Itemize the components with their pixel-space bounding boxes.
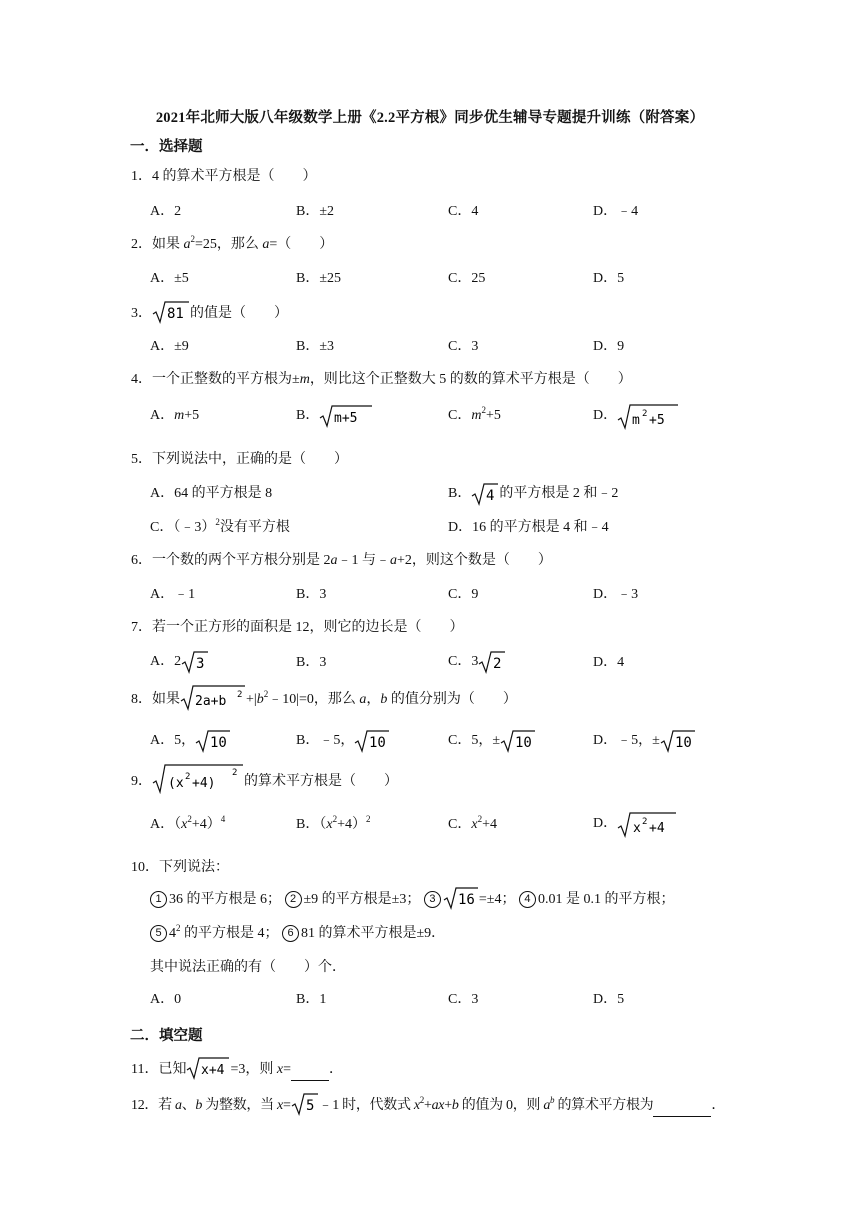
svg-text:16: 16: [457, 892, 475, 908]
q2-option-b: B．±25: [296, 271, 342, 286]
q2-option-a: A．±5: [150, 271, 189, 286]
q10-option-c: C．3: [448, 992, 479, 1007]
svg-text:2: 2: [493, 656, 502, 672]
svg-text:x: x: [633, 821, 641, 836]
q7-option-d: D．4: [593, 655, 625, 670]
question-1: 1．4 的算术平方根是（ ）: [131, 169, 317, 184]
q5-option-c: C．（﹣3）$^2$没有平方根: [150, 517, 290, 535]
svg-text:10: 10: [515, 735, 532, 751]
q3-option-b: B．±3: [296, 339, 335, 354]
radical-sign: [471, 482, 499, 506]
radical-sign: [354, 729, 390, 753]
question-6: 6．一个数的两个平方根分别是 2a﹣1 与﹣a+2，则这个数是（ ）: [131, 553, 552, 568]
svg-text:5: 5: [305, 1098, 314, 1114]
q6-option-d: D．﹣3: [593, 587, 639, 602]
radical-sign: [195, 729, 231, 753]
q3-option-a: A．±9: [150, 339, 189, 354]
question-8: 8．如果 2a+b 2 $+|b^2﹣10|=0$，那么 a，b 的值分别为（ ）: [131, 686, 517, 714]
svg-text:+4: +4: [649, 821, 665, 836]
radical-sign: [617, 402, 679, 430]
section-fill-in: 二．填空题: [130, 1028, 203, 1044]
svg-text:10: 10: [674, 735, 692, 751]
question-7: 7．若一个正方形的面积是 12，则它的边长是（ ）: [131, 620, 464, 635]
svg-text:10: 10: [369, 735, 387, 751]
svg-text:3: 3: [196, 656, 205, 672]
question-12: 12．若 a、b 为整数，当 x= 5 ﹣1 时，代数式 $x^2+ax+b$ 的值为 0，则 $a^b$ 的算术平方根为 ．: [131, 1094, 725, 1118]
q6-option-c: C．9: [448, 587, 479, 602]
radical-sign: [500, 729, 536, 753]
svg-text:4: 4: [486, 488, 495, 504]
circled-number: 4: [519, 891, 536, 908]
svg-text:m+5: m+5: [334, 411, 358, 426]
radical-sign: [319, 404, 373, 428]
q5-option-a: A．64 的平方根是 8: [150, 486, 273, 501]
radical-sign: [152, 762, 244, 794]
q7-option-b: B．3: [296, 655, 327, 670]
q10-statements-row-1: 1 36 的平方根是 6； 2 ±9 的平方根是±3； 3 16 =±4； 4 0.01 是 0.1 的平方根；: [150, 888, 674, 912]
q4-option-d: D． m 2 +5: [593, 402, 679, 430]
radical-sign: [186, 1056, 230, 1080]
radical-sign: [152, 300, 190, 324]
question-11: 11．已知 x+4 =3，则 x= ．: [131, 1058, 343, 1082]
svg-text:2: 2: [232, 768, 238, 778]
radical-sign: [660, 729, 696, 753]
q3-option-d: D．9: [593, 339, 625, 354]
q6-option-a: A．﹣1: [150, 587, 196, 602]
q1-option-c: C．4: [448, 204, 479, 219]
radical-sign: [181, 650, 209, 674]
question-9: 9． (x 2 +4) 2 的算术平方根是（ ）: [131, 766, 398, 798]
q3-option-c: C．3: [448, 339, 479, 354]
q8-option-d: D．﹣5，± 10: [593, 729, 696, 753]
circled-number: 2: [285, 891, 302, 908]
answer-blank[interactable]: [653, 1096, 711, 1117]
page-title: 2021年北师大版八年级数学上册《2.2平方根》同步优生辅导专题提升训练（附答案）: [155, 110, 705, 126]
q4-option-a: A．m+5: [150, 408, 200, 423]
q10-option-a: A．0: [150, 992, 182, 1007]
question-2: 2．如果 $a^2=25$，那么 a=（ ）: [131, 234, 334, 252]
svg-text:x+4: x+4: [201, 1063, 225, 1078]
q10-statements-row-2: 5 $4^2$ 的平方根是 4； 6 81 的算术平方根是±9．: [150, 924, 445, 944]
radical-sign: [180, 683, 246, 711]
question-3: 3． 81 的值是（ ）: [131, 302, 288, 326]
q1-option-d: D．﹣4: [593, 204, 639, 219]
svg-text:m: m: [632, 413, 640, 428]
q2-option-c: C．25: [448, 271, 486, 286]
question-4: 4．一个正整数的平方根为±m，则比这个正整数大 5 的数的算术平方根是（ ）: [131, 372, 632, 387]
q10-option-b: B．1: [296, 992, 327, 1007]
radical-sign: [617, 810, 677, 838]
radical-sign: [291, 1092, 319, 1116]
circled-number: 1: [150, 891, 167, 908]
q9-option-a: A．$(x^2+4)^4$: [150, 814, 226, 832]
q5-option-b: B． 4 的平方根是 2 和﹣2: [448, 482, 618, 506]
q9-option-d: D． x 2 +4: [593, 810, 677, 838]
svg-text:+5: +5: [649, 413, 665, 428]
radical-sign: [478, 650, 506, 674]
svg-text:+4): +4): [192, 776, 216, 791]
answer-blank[interactable]: [291, 1060, 329, 1081]
svg-text:81: 81: [167, 306, 184, 322]
svg-text:2: 2: [237, 690, 243, 700]
q7-option-c: C．3 2: [448, 650, 506, 674]
radical-sign: [443, 886, 479, 910]
q2-option-d: D．5: [593, 271, 625, 286]
q10-ask: 其中说法正确的有（ ）个．: [150, 960, 346, 975]
circled-number: 6: [282, 925, 299, 942]
q9-option-c: C．$x^2+4$: [448, 814, 497, 832]
svg-text:2: 2: [642, 409, 648, 419]
q8-option-c: C．5，± 10: [448, 729, 536, 753]
q9-option-b: B．$(x^2+4)^2$: [296, 814, 371, 832]
q8-option-a: A．5， 10: [150, 729, 231, 753]
question-10: 10．下列说法：: [131, 860, 229, 875]
svg-text:2: 2: [642, 817, 648, 827]
circled-number: 5: [150, 925, 167, 942]
q1-option-b: B．±2: [296, 204, 335, 219]
q4-option-b: B． m+5: [296, 404, 373, 428]
svg-text:2: 2: [185, 772, 191, 782]
svg-text:10: 10: [210, 735, 227, 751]
section-multiple-choice: 一．选择题: [130, 139, 203, 155]
q4-option-c: C．$m^2+5$: [448, 405, 501, 423]
svg-text:(x: (x: [168, 776, 184, 791]
q1-option-a: A．2: [150, 204, 182, 219]
q6-option-b: B．3: [296, 587, 327, 602]
q8-option-b: B．﹣5， 10: [296, 729, 390, 753]
circled-number: 3: [424, 891, 441, 908]
q10-option-d: D．5: [593, 992, 625, 1007]
svg-text:2a+b: 2a+b: [195, 694, 227, 709]
q5-option-d: D．16 的平方根是 4 和﹣4: [448, 520, 609, 535]
q7-option-a: A．2 3: [150, 650, 209, 674]
question-5: 5．下列说法中，正确的是（ ）: [131, 452, 348, 467]
